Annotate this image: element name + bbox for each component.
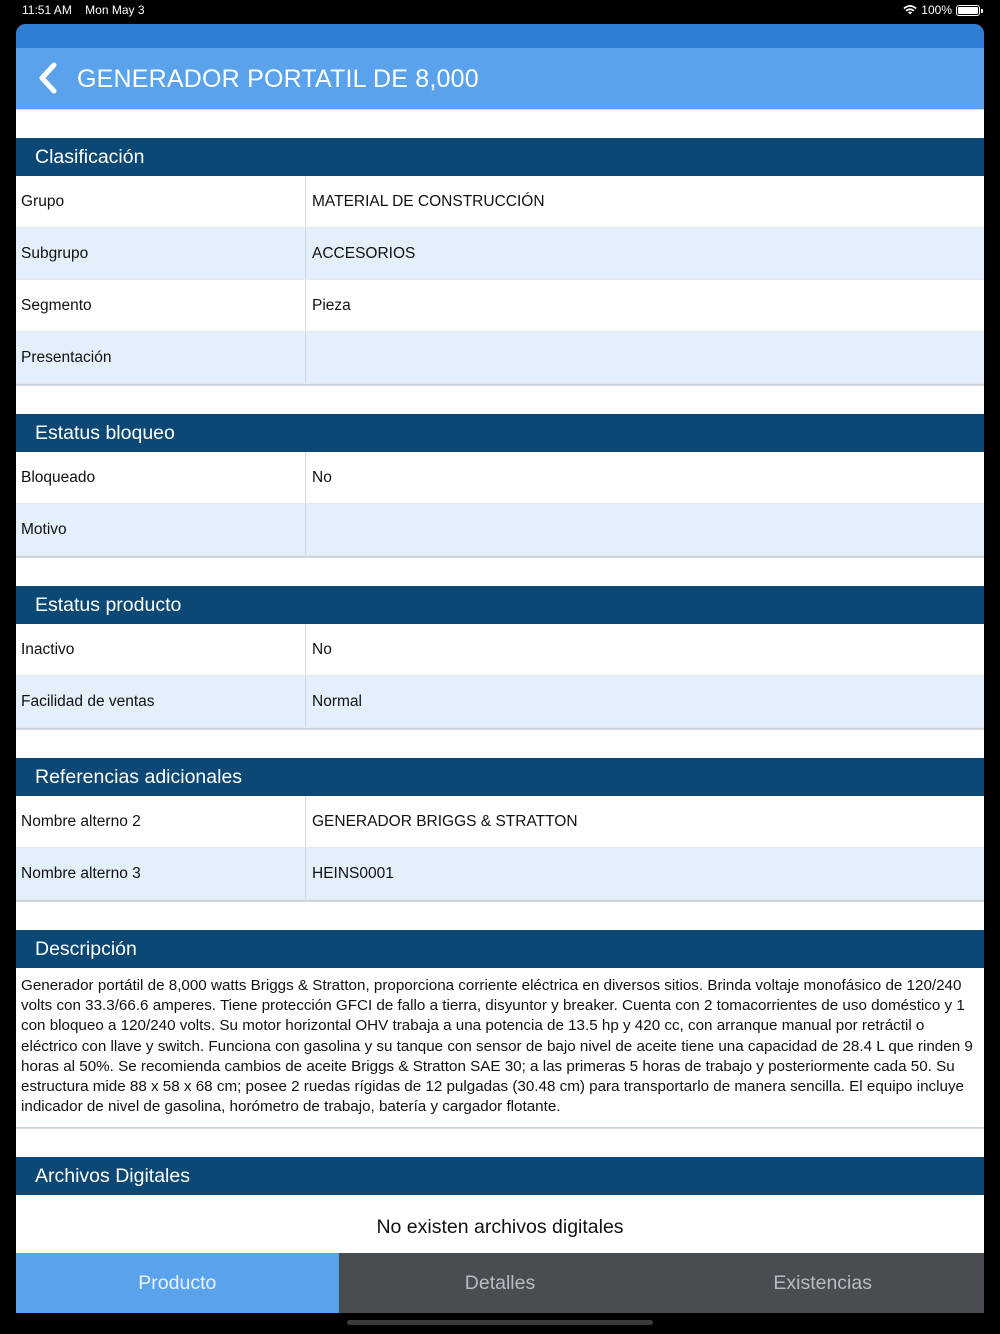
status-date: Mon May 3 — [85, 3, 145, 17]
row-value — [306, 504, 984, 555]
status-right — [903, 3, 980, 17]
home-indicator[interactable] — [347, 1320, 653, 1325]
row-value: No — [312, 641, 332, 658]
app-window — [16, 24, 984, 1313]
table-row — [16, 848, 984, 900]
table-row — [16, 624, 984, 676]
row-value: Normal — [312, 693, 362, 710]
product-detail-content[interactable] — [16, 109, 984, 1253]
table-row — [16, 504, 984, 556]
section-header-estatus-producto: Estatus producto — [16, 586, 984, 624]
table-row — [16, 228, 984, 280]
description-text: Generador portátil de 8,000 watts Briggs & Stratton, proporciona corriente eléctrica en diversos sitios. Brinda voltaje monofásico de 120/240 volts con 33.3/66.6 amperes. Tiene protección GFCI de fallo a tierra, disyuntor y breaker. Cuenta con 2 tomacorrientes de uso doméstico y 1 con bloqueo a 120/240 volts. Su motor horizontal OHV trabaja a una potencia de 13.5 hp y 420 cc, con arranque manual por retráctil o eléctrico con llave y switch. Funciona con gasolina y su tanque con sensor de bajo nivel de aceite tiene una capacidad de 28.4 L que rinden 9 horas al 50%. Se recomienda cambios de aceite Briggs & Stratton SAE 30; a las primeras 5 horas de trabajo y posteriormente cada 50. Su estructura mide 88 x 58 x 68 cm; posee 2 ruedas rígidas de 12 pulgadas (30.48 cm) para transportarlo de manera sencilla. El equipo incluye indicador de nivel de gasolina, horómetro de trabajo, batería y cargador flotante. — [16, 968, 984, 1128]
table-row — [16, 176, 984, 228]
row-value: MATERIAL DE CONSTRUCCIÓN — [312, 193, 545, 210]
row-value: GENERADOR BRIGGS & STRATTON — [312, 813, 578, 830]
tab-bar — [16, 1253, 984, 1313]
empty-files-message: No existen archivos digitales — [16, 1195, 984, 1253]
table-row — [16, 796, 984, 848]
section-spacer — [16, 901, 984, 930]
row-value: ACCESORIOS — [312, 245, 416, 262]
clasificacion-table — [16, 176, 984, 385]
battery-percent: 100% — [921, 3, 952, 17]
table-row — [16, 332, 984, 384]
table-row — [16, 452, 984, 504]
row-value: HEINS0001 — [312, 865, 394, 882]
row-value: Pieza — [312, 297, 351, 314]
row-value: No — [312, 469, 332, 486]
tab-existencias[interactable]: Existencias — [773, 1272, 872, 1294]
section-header-archivos: Archivos Digitales — [16, 1157, 984, 1195]
section-spacer — [16, 1128, 984, 1157]
row-label: Presentación — [16, 332, 306, 383]
row-label: Subgrupo — [16, 228, 306, 279]
wifi-icon — [903, 5, 917, 15]
status-bar — [0, 0, 1000, 22]
row-label: Nombre alterno 2 — [16, 796, 306, 847]
estatus-bloqueo-table — [16, 452, 984, 557]
section-header-referencias: Referencias adicionales — [16, 758, 984, 796]
nav-header — [16, 24, 984, 109]
page-title: GENERADOR PORTATIL DE 8,000 — [77, 65, 479, 93]
section-spacer — [16, 385, 984, 414]
row-label: Grupo — [16, 176, 306, 227]
status-time: 11:51 AM — [22, 3, 72, 17]
status-left — [22, 3, 145, 17]
section-spacer — [16, 557, 984, 586]
section-spacer — [16, 109, 984, 138]
section-header-descripcion: Descripción — [16, 930, 984, 968]
row-label: Segmento — [16, 280, 306, 331]
table-row — [16, 280, 984, 332]
chevron-left-icon — [34, 60, 64, 96]
back-button[interactable] — [34, 60, 64, 96]
row-label: Motivo — [16, 504, 306, 555]
row-value — [306, 332, 984, 383]
row-label: Nombre alterno 3 — [16, 848, 306, 899]
tab-producto[interactable]: Producto — [16, 1253, 339, 1313]
table-row — [16, 676, 984, 728]
row-label: Inactivo — [16, 624, 306, 675]
tab-detalles[interactable]: Detalles — [464, 1272, 536, 1294]
section-header-clasificacion: Clasificación — [16, 138, 984, 176]
row-label: Bloqueado — [16, 452, 306, 503]
section-spacer — [16, 729, 984, 758]
row-label: Facilidad de ventas — [16, 676, 306, 727]
battery-icon — [956, 5, 980, 16]
estatus-producto-table — [16, 624, 984, 729]
referencias-table — [16, 796, 984, 901]
section-header-estatus-bloqueo: Estatus bloqueo — [16, 414, 984, 452]
